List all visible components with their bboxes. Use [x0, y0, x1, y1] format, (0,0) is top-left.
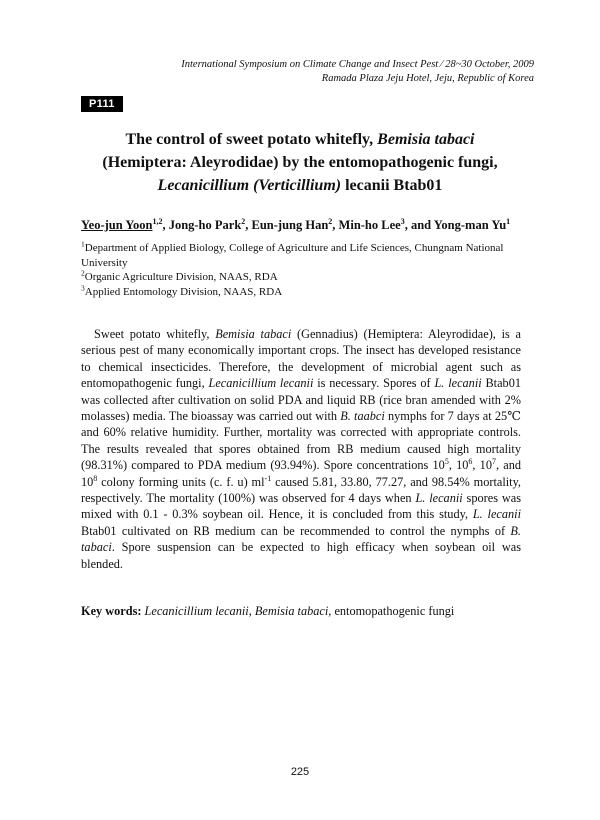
abstract-text: nymphs for 7 days at 25℃ and 60% relative humidity. Further, mortality was corrected with appropriate controls. The results revealed that spores obtained from RB medium caused high mortality (98.31%) compared to PDA medium (93.94%). Spore concentrations 10	[81, 409, 521, 473]
exponent: -1	[264, 473, 272, 483]
species-name: B. taabci	[340, 409, 385, 424]
exponent: 5	[444, 457, 449, 467]
species-name: L. lecanii	[415, 491, 463, 506]
header-line-2: Ramada Plaza Jeju Hotel, Jeju, Republic of Korea	[321, 73, 534, 84]
species-name: L. lecanii	[472, 507, 521, 522]
abstract-text: , 10	[448, 458, 469, 473]
species-name: Lecanicillium lecanii	[208, 376, 314, 391]
affiliation-list	[81, 241, 526, 299]
author-affil-mark: 3	[400, 216, 405, 226]
abstract-text: . Spore suspension can be expected to high efficacy when soybean oil was blended.	[81, 540, 521, 571]
affiliation-item	[81, 241, 526, 270]
keywords-line	[81, 603, 521, 619]
poster-id-badge: P111	[81, 96, 123, 112]
author-name: Eun-jung Han	[251, 218, 329, 232]
abstract-paragraph	[81, 326, 521, 572]
conference-header	[181, 58, 534, 86]
abstract-text: colony forming units (c. f. u) ml	[97, 474, 265, 489]
affiliation-item	[81, 285, 526, 300]
keywords-label: Key words:	[81, 604, 142, 618]
abstract-text: , 10	[472, 458, 492, 473]
author-name: Min-ho Lee	[338, 218, 401, 232]
affiliation-text: Department of Applied Biology, College of Agriculture and Life Sciences, Chungnam National University	[81, 242, 504, 269]
exponent: 6	[468, 457, 473, 467]
keyword-separator: ,	[248, 604, 255, 618]
author-name: Yeo-jun Yoon	[81, 218, 153, 232]
affiliation-item	[81, 270, 526, 285]
abstract-text: (Gennadius) (Hemiptera: Aleyrodidae), is a serious pest of many economically important crops. The insect has developed resistance to chemical insecticides. Therefore, the development of microbial agent such as entomopathogenic fungi,	[81, 327, 521, 391]
keyword: Bemisia tabaci	[254, 604, 329, 618]
title-part: lecanii Btab01	[341, 177, 443, 194]
author-separator: ,	[245, 218, 252, 232]
abstract-text: spores was mixed with 0.1 - 0.3% soybean oil. Hence, it is concluded from this study,	[81, 491, 521, 522]
exponent: 8	[93, 473, 98, 483]
keyword: Lecanicillium lecanii	[144, 604, 249, 618]
abstract-text: Btab01 was collected after cultivation on solid PDA and liquid RB (rice bran amended with 2% molasses) media. The bioassay was carried out with	[81, 376, 521, 424]
title-genus: Lecanicillium (Verticillium)	[157, 177, 342, 194]
species-name: Bemisia tabaci	[215, 327, 292, 341]
affiliation-number: 1	[81, 239, 85, 249]
author-affil-mark: 1,2	[152, 216, 163, 226]
author-affil-mark: 2	[241, 216, 246, 226]
header-line-1: International Symposium on Climate Change and Insect Pest ⁄ 28~30 October, 2009	[181, 59, 534, 70]
author-separator: ,	[332, 218, 339, 232]
author-name: Jong-ho Park	[168, 218, 242, 232]
author-affil-mark: 1	[506, 216, 511, 226]
exponent: 7	[491, 457, 496, 467]
author-affil-mark: 2	[328, 216, 333, 226]
affiliation-text: Organic Agriculture Division, NAAS, RDA	[84, 271, 278, 284]
abstract-text: Btab01 cultivated on RB medium can be recommended to control the nymphs of	[81, 523, 511, 538]
author-list	[81, 216, 531, 234]
species-name: L. lecanii	[434, 376, 482, 391]
abstract-text: caused 5.81, 33.80, 77.27, and 98.54% mortality, respectively. The mortality (100%) was observed for 4 days when	[81, 474, 521, 506]
affiliation-number: 3	[81, 283, 85, 293]
author-separator: , and	[404, 218, 434, 232]
abstract-text: Sweet potato whitefly,	[94, 327, 216, 341]
author-separator: ,	[162, 218, 169, 232]
author-name: Yong-man Yu	[433, 218, 507, 232]
title-part: (Hemiptera: Aleyrodidae) by the entomopathogenic fungi,	[102, 154, 498, 171]
title-part: The control of sweet potato whitefly,	[125, 131, 378, 148]
affiliation-text: Applied Entomology Division, NAAS, RDA	[84, 285, 283, 298]
abstract-text: is necessary. Spores of	[313, 376, 435, 391]
paper-title	[60, 128, 540, 197]
species-name: B. tabaci	[81, 523, 521, 555]
page-number: 225	[290, 766, 310, 778]
title-species: Bemisia tabaci	[377, 131, 475, 148]
abstract-text: , and 10	[81, 458, 522, 489]
keyword: , entomopathogenic fungi	[328, 604, 455, 618]
affiliation-number: 2	[81, 268, 85, 278]
